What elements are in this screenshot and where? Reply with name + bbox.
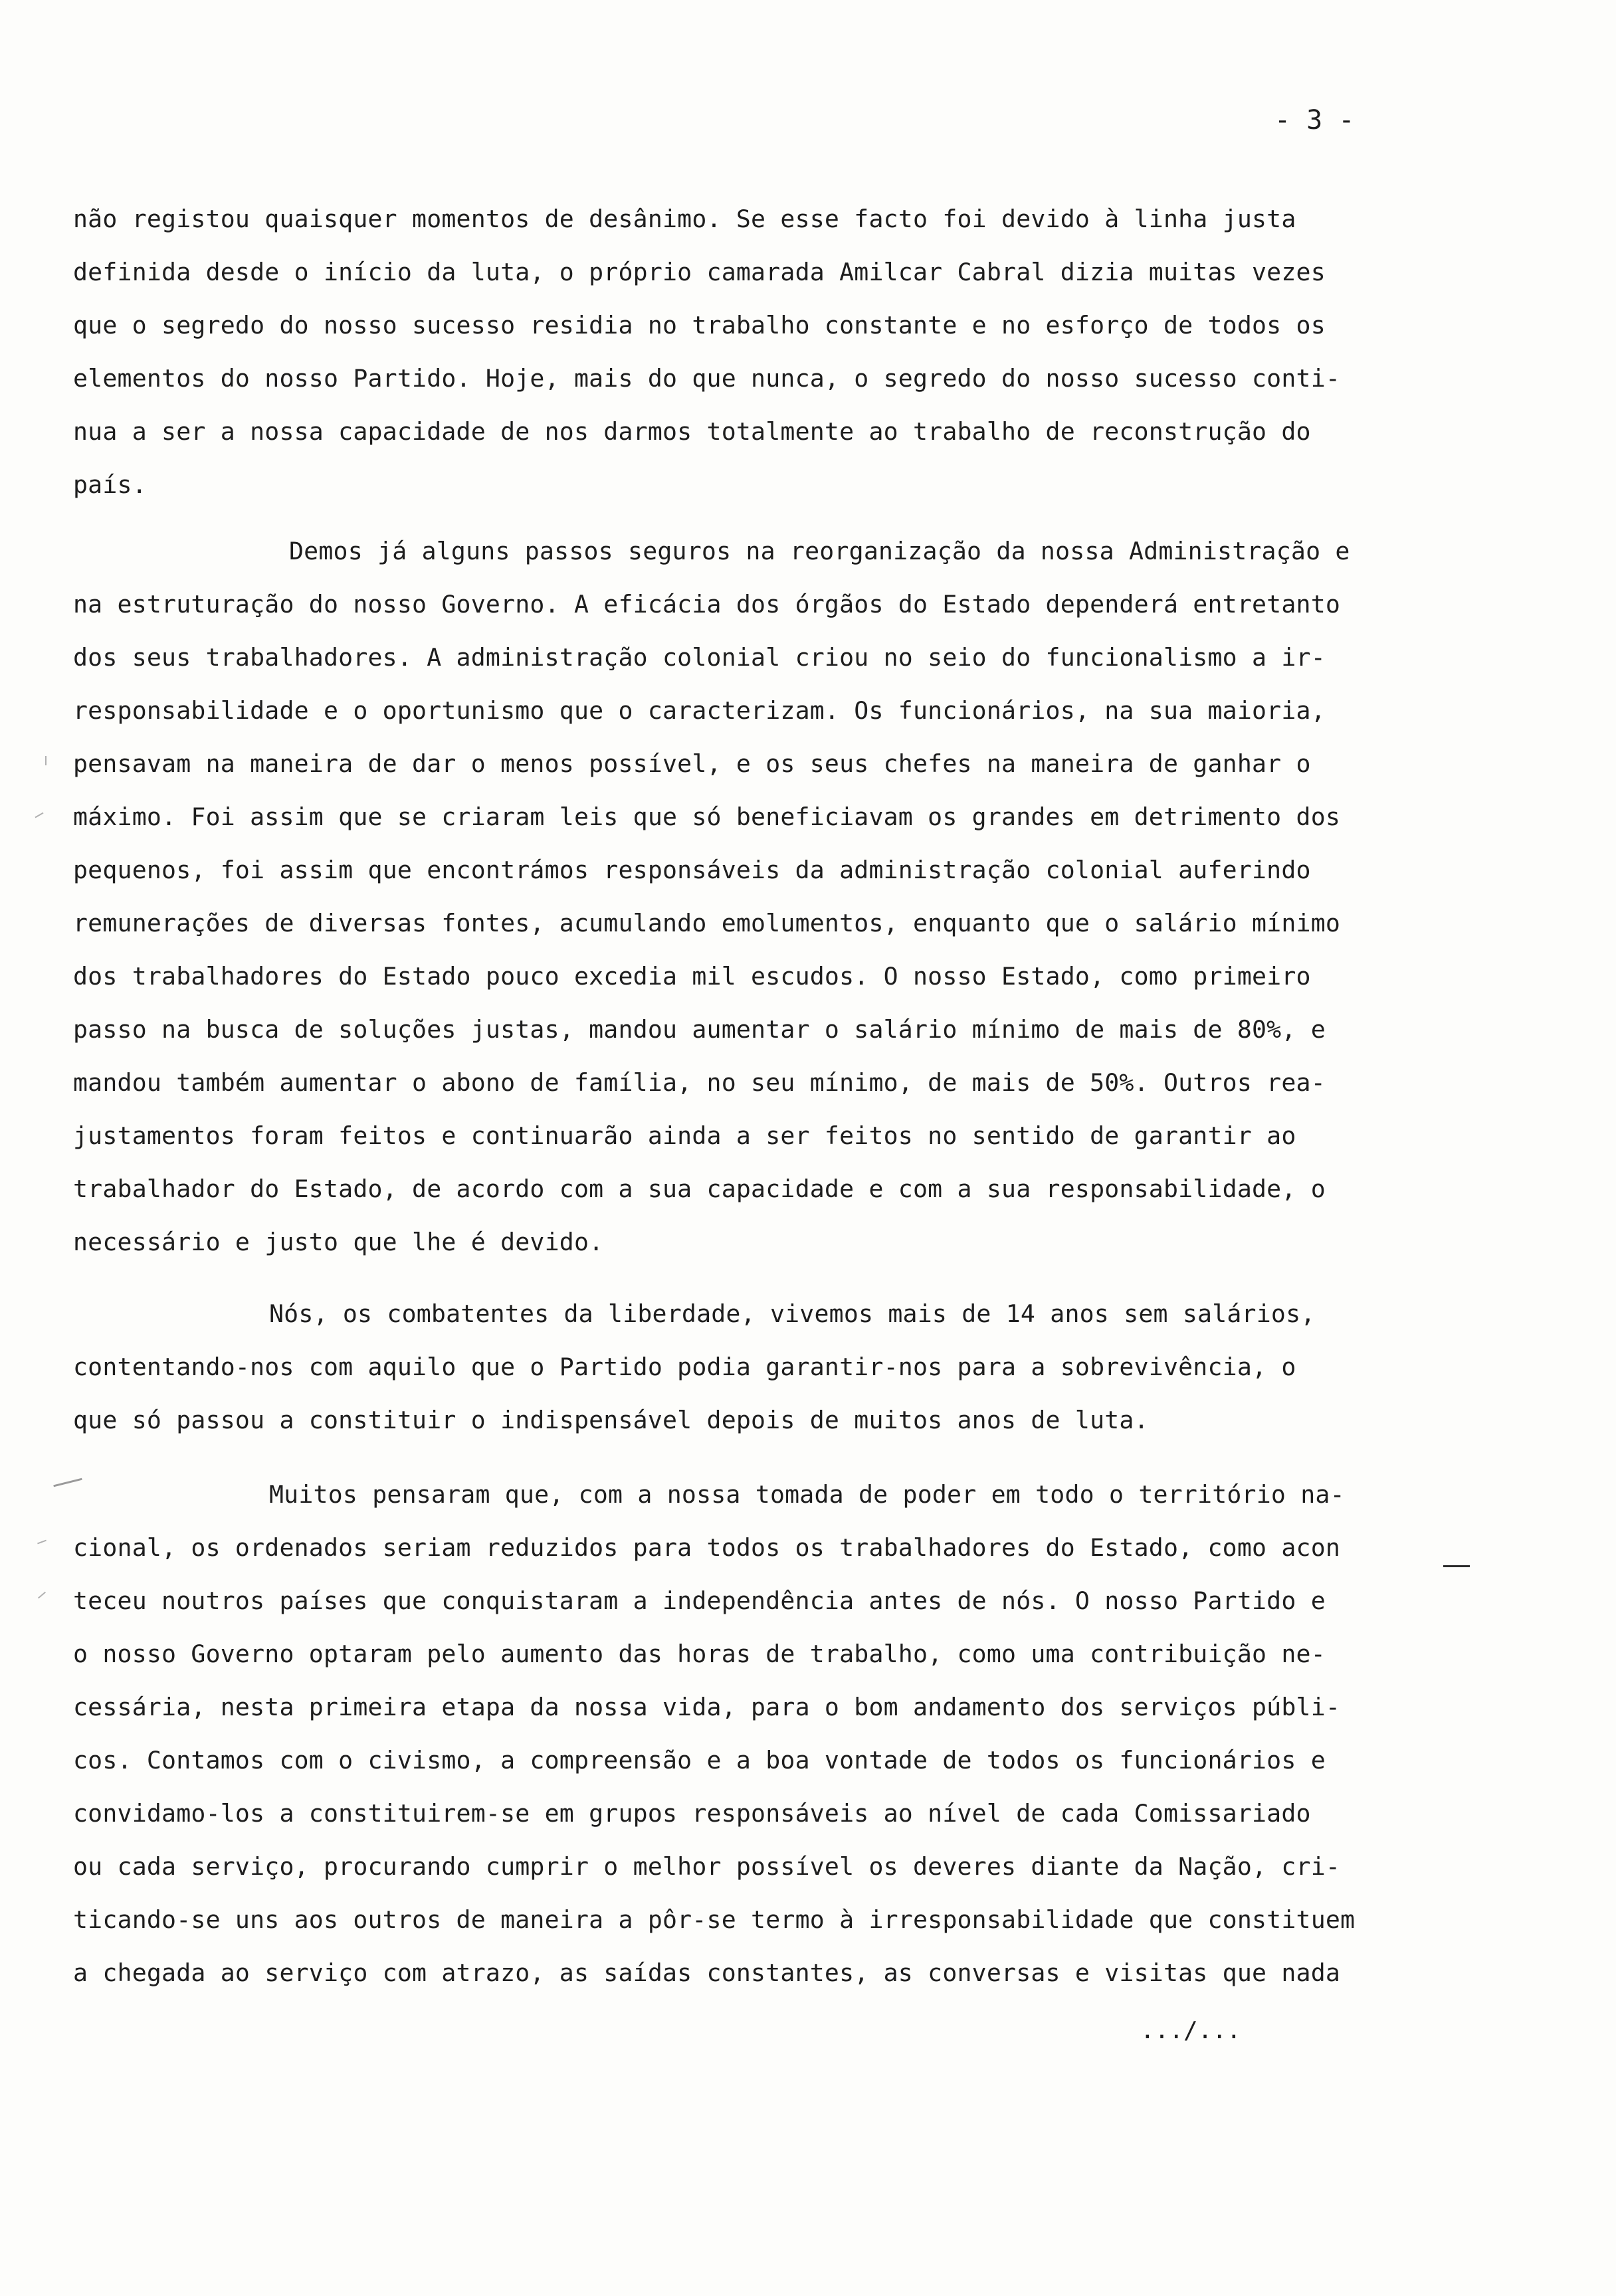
text-line: país. xyxy=(73,470,147,499)
scan-speck xyxy=(38,1592,46,1599)
paragraph-3 xyxy=(73,1288,1502,1447)
paragraph-1 xyxy=(73,193,1502,512)
text-line: na estruturação do nosso Governo. A eficácia dos órgãos do Estado dependerá entretanto xyxy=(73,590,1341,619)
scan-speck xyxy=(35,813,43,818)
page-number: - 3 - xyxy=(1274,105,1355,136)
underline-stroke xyxy=(1443,1565,1470,1567)
text-line: pensavam na maneira de dar o menos possível, e os seus chefes na maneira de ganhar o xyxy=(73,749,1311,778)
scan-speck xyxy=(37,1540,47,1545)
text-line: pequenos, foi assim que encontrámos responsáveis da administração colonial auferindo xyxy=(73,856,1311,884)
text-line: contentando-nos com aquilo que o Partido podia garantir-nos para a sobrevivência, o xyxy=(73,1353,1296,1381)
text-line: remunerações de diversas fontes, acumulando emolumentos, enquanto que o salário mínimo xyxy=(73,909,1341,937)
text-line: a chegada ao serviço com atrazo, as saídas constantes, as conversas e visitas que nada xyxy=(73,1959,1341,1987)
text-line: não registou quaisquer momentos de desânimo. Se esse facto foi devido à linha justa xyxy=(73,205,1296,233)
text-line: ticando-se uns aos outros de maneira a pôr-se termo à irresponsabilidade que constituem xyxy=(73,1905,1356,1934)
text-line: definida desde o início da luta, o próprio camarada Amilcar Cabral dizia muitas vezes xyxy=(73,258,1326,286)
text-line: que só passou a constituir o indispensável depois de muitos anos de luta. xyxy=(73,1406,1149,1434)
text-line: justamentos foram feitos e continuarão ainda a ser feitos no sentido de garantir ao xyxy=(73,1121,1296,1150)
text-line: máximo. Foi assim que se criaram leis que só beneficiavam os grandes em detrimento dos xyxy=(73,803,1341,831)
paragraph-2 xyxy=(73,525,1502,1269)
text-line: responsabilidade e o oportunismo que o caracterizam. Os funcionários, na sua maioria, xyxy=(73,696,1326,725)
text-line: que o segredo do nosso sucesso residia no trabalho constante e no esforço de todos os xyxy=(73,311,1326,339)
text-line: Demos já alguns passos seguros na reorganização da nossa Administração e xyxy=(289,537,1350,565)
text-line: passo na busca de soluções justas, mandou aumentar o salário mínimo de mais de 80%, e xyxy=(73,1015,1326,1044)
text-line: cessária, nesta primeira etapa da nossa vida, para o bom andamento dos serviços públi- xyxy=(73,1693,1341,1721)
text-line: cional, os ordenados seriam reduzidos para todos os trabalhadores do Estado, como acon xyxy=(73,1533,1341,1562)
text-line: Nós, os combatentes da liberdade, vivemos mais de 14 anos sem salários, xyxy=(269,1299,1316,1328)
text-line: nua a ser a nossa capacidade de nos darmos totalmente ao trabalho de reconstrução do xyxy=(73,417,1311,446)
text-line: necessário e justo que lhe é devido. xyxy=(73,1228,604,1256)
text-line: o nosso Governo optaram pelo aumento das horas de trabalho, como uma contribuição ne- xyxy=(73,1640,1326,1668)
text-line: Muitos pensaram que, com a nossa tomada de poder em todo o território na- xyxy=(269,1480,1345,1509)
scan-speck xyxy=(45,756,47,765)
paragraph-4 xyxy=(73,1468,1502,2000)
text-line: dos trabalhadores do Estado pouco excedia mil escudos. O nosso Estado, como primeiro xyxy=(73,962,1311,991)
text-line: dos seus trabalhadores. A administração colonial criou no seio do funcionalismo a ir- xyxy=(73,643,1326,672)
text-line: elementos do nosso Partido. Hoje, mais do que nunca, o segredo do nosso sucesso conti- xyxy=(73,364,1341,393)
text-line: trabalhador do Estado, de acordo com a sua capacidade e com a sua responsabilidade, o xyxy=(73,1175,1326,1203)
text-line: convidamo-los a constituirem-se em grupos responsáveis ao nível de cada Comissariado xyxy=(73,1799,1311,1828)
body-text xyxy=(73,193,1502,2000)
text-line: mandou também aumentar o abono de família, no seu mínimo, de mais de 50%. Outros rea- xyxy=(73,1068,1326,1097)
text-line: ou cada serviço, procurando cumprir o melhor possível os deveres diante da Nação, cri- xyxy=(73,1852,1341,1881)
text-line: cos. Contamos com o civismo, a compreensão e a boa vontade de todos os funcionários e xyxy=(73,1746,1326,1774)
continuation-marker: .../... xyxy=(1140,2017,1241,2044)
text-line: teceu noutros países que conquistaram a independência antes de nós. O nosso Partido e xyxy=(73,1586,1326,1615)
